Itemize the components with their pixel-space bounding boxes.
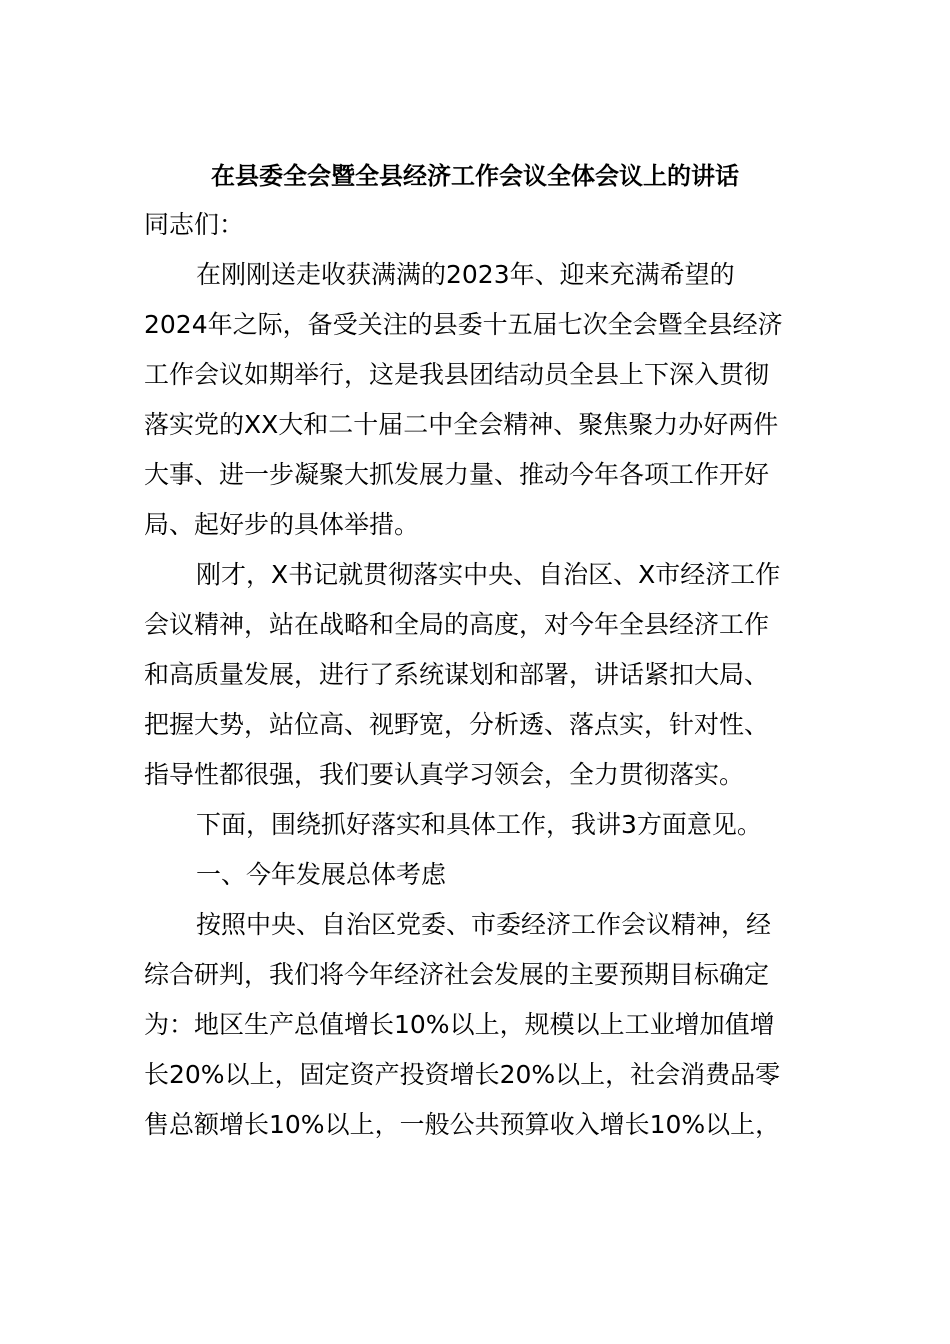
body-line: 把握大势，站位高、视野宽，分析透、落点实，针对性、 — [144, 710, 770, 739]
body-line: 在刚刚送走收获满满的2023年、迎来充满希望的 — [196, 260, 735, 289]
body-line: 同志们： — [144, 210, 245, 239]
body-line: 局、起好步的具体举措。 — [144, 510, 420, 539]
body-line: 刚才，X书记就贯彻落实中央、自治区、X市经济工作 — [196, 560, 781, 589]
body-line: 下面，围绕抓好落实和具体工作，我讲3方面意见。 — [196, 810, 762, 839]
body-line: 一、今年发展总体考虑 — [196, 860, 447, 889]
body-line: 售总额增长10%以上，一般公共预算收入增长10%以上， — [144, 1110, 781, 1139]
document-title: 在县委全会暨全县经济工作会议全体会议上的讲话 — [211, 162, 739, 190]
body-line: 长20%以上，固定资产投资增长20%以上，社会消费品零 — [144, 1060, 781, 1089]
body-line: 工作会议如期举行，这是我县团结动员全县上下深入贯彻 — [144, 360, 770, 389]
body-line: 落实党的XX大和二十届二中全会精神、聚焦聚力办好两件 — [144, 410, 779, 439]
body-line: 和高质量发展，进行了系统谋划和部署，讲话紧扣大局、 — [144, 660, 770, 689]
document-body — [144, 200, 814, 1150]
body-line: 综合研判，我们将今年经济社会发展的主要预期目标确定 — [144, 960, 770, 989]
body-line: 按照中央、自治区党委、市委经济工作会议精神，经 — [196, 910, 772, 939]
body-line: 2024年之际，备受关注的县委十五届七次全会暨全县经济 — [144, 310, 783, 339]
body-line: 会议精神，站在战略和全局的高度，对今年全县经济工作 — [144, 610, 770, 639]
body-line: 为：地区生产总值增长10%以上，规模以上工业增加值增 — [144, 1010, 775, 1039]
body-line: 指导性都很强，我们要认真学习领会，全力贯彻落实。 — [144, 760, 745, 789]
body-line: 大事、进一步凝聚大抓发展力量、推动今年各项工作开好 — [144, 460, 770, 489]
